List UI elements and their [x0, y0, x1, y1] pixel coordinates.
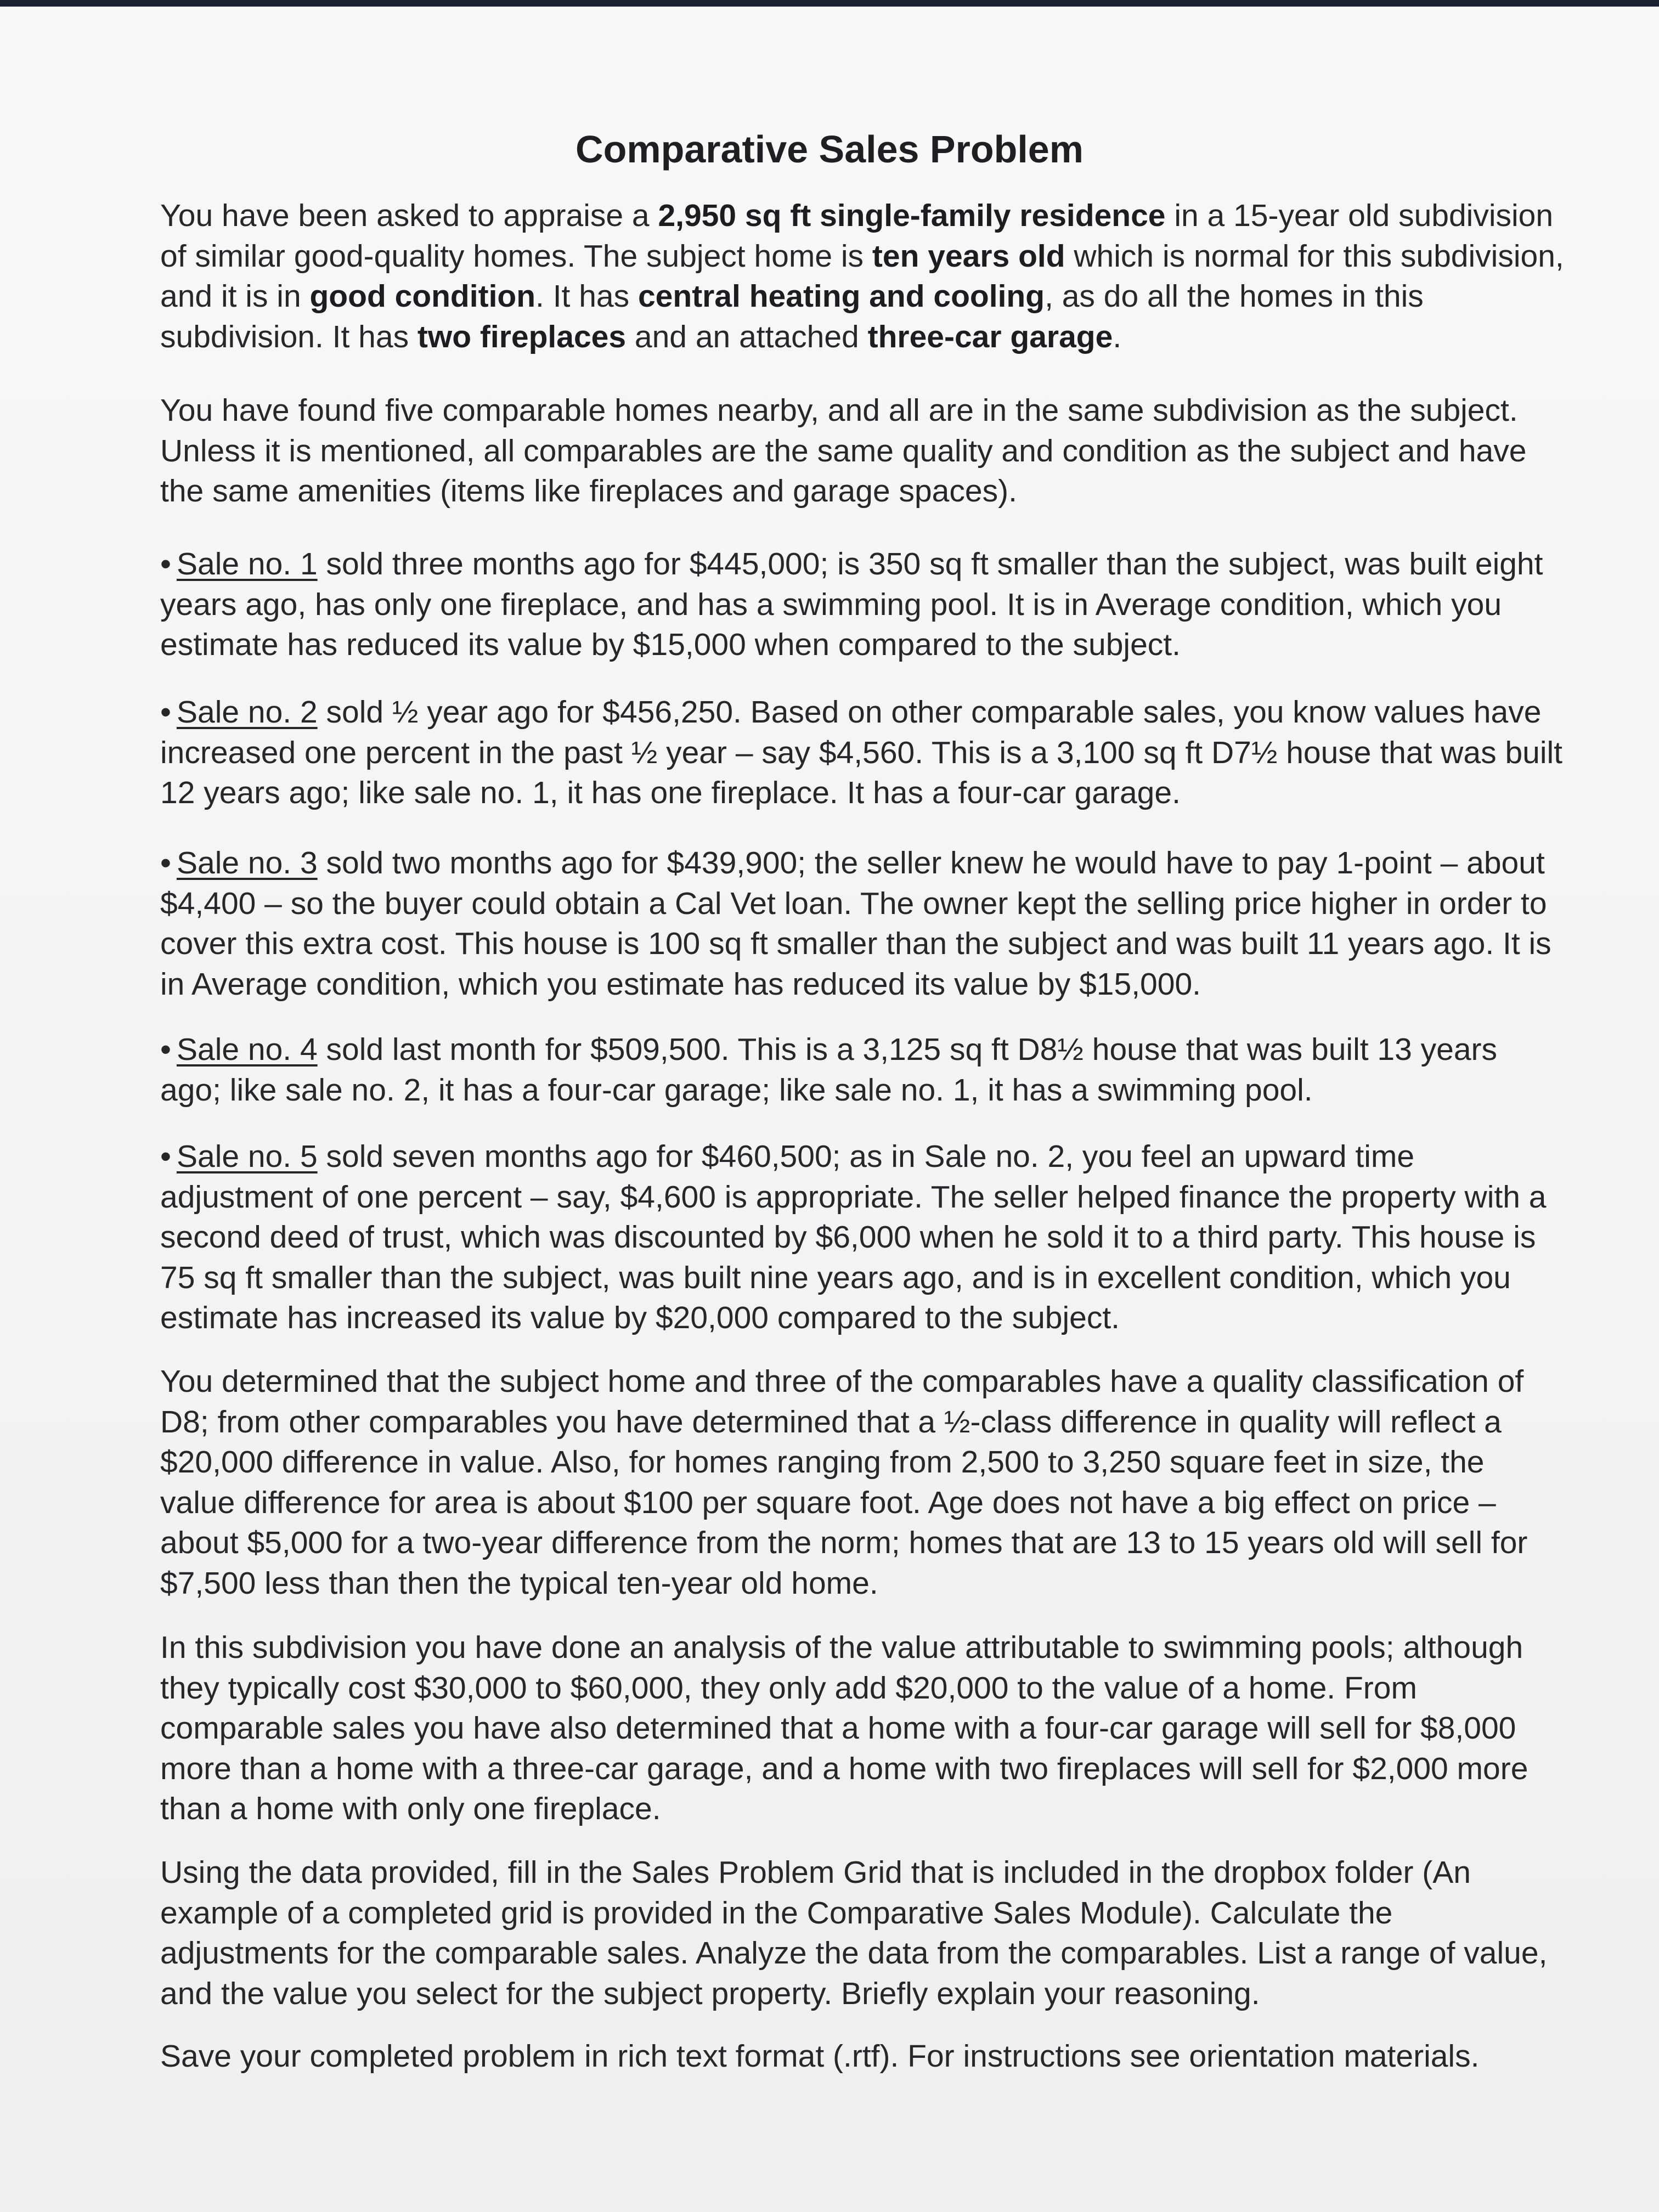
bullet-icon: •	[160, 695, 171, 730]
quality-area-age-paragraph: You determined that the subject home and three of the comparables have a quality classification of D8; from other comparables you have determined that a ½-class difference in quality will reflect a $20,000 difference in value. Also, for homes ranging from 2,500 to 3,250 square feet in size, the value difference for area is about $100 per square foot. Age does not have a big effect on price – about $5,000 for a two-year difference from the norm; homes that are 13 to 15 years old will sell for $7,500 less than then the typical ten-year old home.	[160, 1364, 1528, 1601]
sale-2-paragraph	[160, 692, 1565, 814]
intro-text: . It has	[535, 279, 638, 314]
intro-emphasis: central heating and cooling	[637, 279, 1045, 314]
sale-3-paragraph	[160, 843, 1565, 1005]
bullet-icon: •	[160, 546, 171, 582]
sale-2-label: Sale no. 2	[176, 695, 318, 730]
instructions-paragraph: Using the data provided, fill in the Sales Problem Grid that is included in the dropbox folder (An example of a completed grid is provided in the Comparative Sales Module). Calculate the adjustments for the comparable sales. Analyze the data from the comparables. List a range of value, and the value you select for the subject property. Briefly explain your reasoning.	[160, 1855, 1548, 2011]
bullet-icon: •	[160, 845, 171, 881]
intro-emphasis: three-car garage	[867, 319, 1113, 354]
subject-description-paragraph	[160, 196, 1565, 357]
intro-emphasis: ten years old	[872, 238, 1065, 274]
sale-5-label: Sale no. 5	[176, 1139, 318, 1174]
intro-text: You have been asked to appraise a	[160, 198, 658, 233]
sale-4-label: Sale no. 4	[176, 1032, 318, 1067]
sale-5-paragraph	[160, 1137, 1565, 1339]
save-instructions-paragraph: Save your completed problem in rich text format (.rtf). For instructions see orientation materials.	[160, 2039, 1480, 2074]
intro-text: which is normal for this subdivision, and it is in	[160, 238, 1564, 314]
comparables-intro-paragraph: You have found five comparable homes nearby, and all are in the same subdivision as the subject. Unless it is mentioned, all comparables are the same quality and condition as the subject and have the same amenities (items like fireplaces and garage spaces).	[160, 393, 1527, 509]
bullet-icon: •	[160, 1032, 171, 1067]
intro-text: , as do all the homes in this subdivision. It has	[160, 279, 1424, 354]
sale-4-paragraph	[160, 1030, 1565, 1110]
intro-emphasis: 2,950 sq ft single-family residence	[658, 198, 1166, 233]
intro-text: and an attached	[626, 319, 868, 354]
sale-3-text: sold two months ago for $439,900; the seller knew he would have to pay 1-point – about $4,400 – so the buyer could obtain a Cal Vet loan. The owner kept the selling price higher in order to cover this extra cost. This house is 100 sq ft smaller than the subject and was built 11 years ago. It is in Average condition, which you estimate has reduced its value by $15,000.	[160, 845, 1551, 1002]
sale-2-text: sold ½ year ago for $456,250. Based on other comparable sales, you know values have increased one percent in the past ½ year – say $4,560. This is a 3,100 sq ft D7½ house that was built 12 years ago; like sale no. 1, it has one fireplace. It has a four-car garage.	[160, 695, 1563, 810]
sale-3-label: Sale no. 3	[176, 845, 318, 881]
document-page	[0, 7, 1659, 2212]
document-title: Comparative Sales Problem	[575, 128, 1084, 171]
sale-1-text: sold three months ago for $445,000; is 350 sq ft smaller than the subject, was built eight years ago, has only one fireplace, and has a swimming pool. It is in Average condition, which you estimate has reduced its value by $15,000 when compared to the subject.	[160, 546, 1543, 662]
sale-1-paragraph	[160, 544, 1565, 665]
sale-4-text: sold last month for $509,500. This is a 3,125 sq ft D8½ house that was built 13 years ago; like sale no. 2, it has a four-car garage; like sale no. 1, it has a swimming pool.	[160, 1032, 1498, 1108]
bullet-icon: •	[160, 1139, 171, 1174]
sale-5-text: sold seven months ago for $460,500; as in Sale no. 2, you feel an upward time adjustment of one percent – say, $4,600 is appropriate. The seller helped finance the property with a second deed of trust, which was discounted by $6,000 when he sold it to a third party. This house is 75 sq ft smaller than the subject, was built nine years ago, and is in excellent condition, which you estimate has increased its value by $20,000 compared to the subject.	[160, 1139, 1547, 1335]
intro-text: .	[1113, 319, 1122, 354]
amenities-paragraph: In this subdivision you have done an analysis of the value attributable to swimming pools; although they typically cost $30,000 to $60,000, they only add $20,000 to the value of a home. From comparable sales you have also determined that a home with a four-car garage will sell for $8,000 more than a home with a three-car garage, and a home with two fireplaces will sell for $2,000 more than a home with only one fireplace.	[160, 1630, 1528, 1826]
intro-emphasis: good condition	[309, 279, 536, 314]
page-top-edge	[0, 0, 1659, 7]
intro-emphasis: two fireplaces	[417, 319, 627, 354]
sale-1-label: Sale no. 1	[176, 546, 318, 582]
intro-text: in a 15-year old subdivision of similar good-quality homes. The subject home is	[160, 198, 1554, 274]
